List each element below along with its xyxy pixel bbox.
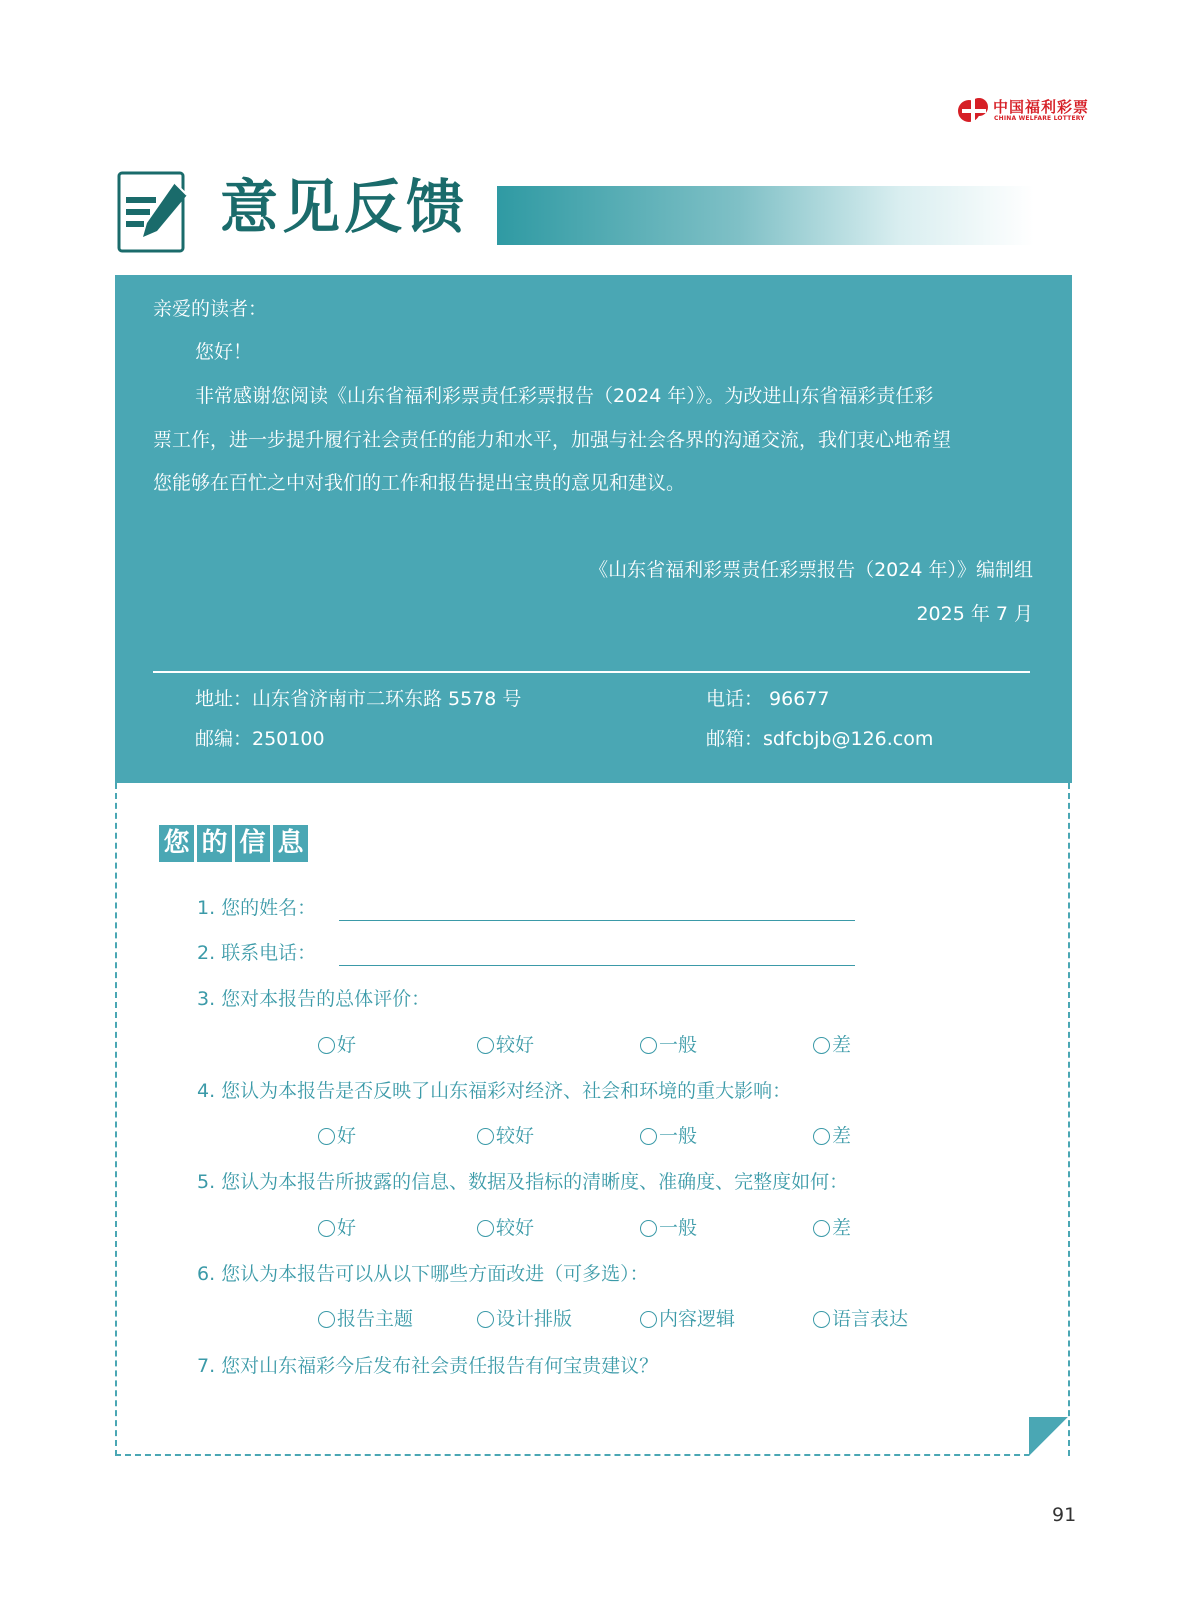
question-6-improvement: 6. 您认为本报告可以从以下哪些方面改进（可多选）： bbox=[197, 1263, 649, 1285]
radio-circle-icon bbox=[477, 1128, 494, 1145]
q4-option-poor[interactable] bbox=[813, 1127, 851, 1146]
option-label: 一般 bbox=[659, 1125, 698, 1147]
q3-option-fairly-good[interactable] bbox=[477, 1036, 534, 1055]
option-label: 内容逻辑 bbox=[659, 1308, 736, 1330]
q6-option-language[interactable] bbox=[813, 1310, 908, 1329]
section-title-your-info bbox=[159, 825, 308, 862]
radio-circle-icon bbox=[640, 1037, 657, 1054]
q5-option-average[interactable] bbox=[640, 1219, 697, 1238]
q6-option-topic[interactable] bbox=[318, 1310, 413, 1329]
option-label: 设计排版 bbox=[496, 1308, 573, 1330]
contact-email: 邮箱：sdfcbjb@126.com bbox=[706, 728, 934, 750]
option-label: 好 bbox=[337, 1125, 357, 1147]
q4-option-fairly-good[interactable] bbox=[477, 1127, 534, 1146]
option-label: 语言表达 bbox=[832, 1308, 909, 1330]
question-7-suggestions: 7. 您对山东福彩今后发布社会责任报告有何宝贵建议？ bbox=[197, 1355, 659, 1377]
option-label: 差 bbox=[832, 1125, 852, 1147]
q4-option-good[interactable] bbox=[318, 1127, 356, 1146]
q5-option-good[interactable] bbox=[318, 1219, 356, 1238]
radio-circle-icon bbox=[318, 1037, 335, 1054]
feedback-edit-icon bbox=[117, 171, 189, 255]
letter-date: 2025 年 7 月 bbox=[916, 603, 1033, 625]
radio-circle-icon bbox=[318, 1311, 335, 1328]
radio-circle-icon bbox=[813, 1037, 830, 1054]
section-title-char: 息 bbox=[273, 825, 308, 862]
contact-phone: 电话： 96677 bbox=[706, 688, 830, 710]
option-label: 一般 bbox=[659, 1217, 698, 1239]
contact-address: 地址：山东省济南市二环东路 5578 号 bbox=[195, 688, 522, 710]
letter-paragraph-line-2: 票工作，进一步提升履行社会责任的能力和水平，加强与社会各界的沟通交流，我们衷心地希望 bbox=[153, 429, 952, 451]
contact-postcode: 邮编：250100 bbox=[195, 728, 325, 750]
letter-paragraph-line-1: 非常感谢您阅读《山东省福利彩票责任彩票报告（2024 年）》。为改进山东省福彩责任彩 bbox=[195, 385, 934, 407]
page-number: 91 bbox=[1052, 1504, 1077, 1526]
logo-text-cn: 中国福利彩票 bbox=[993, 98, 1090, 116]
radio-circle-icon bbox=[477, 1037, 494, 1054]
option-label: 一般 bbox=[659, 1034, 698, 1056]
section-title-char: 您 bbox=[159, 825, 194, 862]
section-title-char: 的 bbox=[197, 825, 232, 862]
radio-circle-icon bbox=[477, 1311, 494, 1328]
radio-circle-icon bbox=[813, 1128, 830, 1145]
question-3-overall-rating: 3. 您对本报告的总体评价： bbox=[197, 988, 431, 1010]
option-label: 差 bbox=[832, 1217, 852, 1239]
radio-circle-icon bbox=[640, 1128, 657, 1145]
radio-circle-icon bbox=[813, 1311, 830, 1328]
divider bbox=[153, 671, 1030, 673]
folded-corner-icon bbox=[1029, 1417, 1068, 1456]
q3-option-average[interactable] bbox=[640, 1036, 697, 1055]
option-label: 较好 bbox=[496, 1034, 535, 1056]
option-label: 好 bbox=[337, 1034, 357, 1056]
q3-option-poor[interactable] bbox=[813, 1036, 851, 1055]
q6-option-design[interactable] bbox=[477, 1310, 572, 1329]
radio-circle-icon bbox=[318, 1128, 335, 1145]
letter-signature: 《山东省福利彩票责任彩票报告（2024 年）》编制组 bbox=[589, 559, 1033, 581]
title-gradient-bar bbox=[497, 186, 1034, 245]
option-label: 较好 bbox=[496, 1217, 535, 1239]
radio-circle-icon bbox=[318, 1220, 335, 1237]
option-label: 好 bbox=[337, 1217, 357, 1239]
option-label: 差 bbox=[832, 1034, 852, 1056]
radio-circle-icon bbox=[813, 1220, 830, 1237]
letter-paragraph-line-3: 您能够在百忙之中对我们的工作和报告提出宝贵的意见和建议。 bbox=[153, 472, 686, 494]
q6-option-logic[interactable] bbox=[640, 1310, 735, 1329]
section-title-char: 信 bbox=[235, 825, 270, 862]
option-label: 较好 bbox=[496, 1125, 535, 1147]
page-title: 意见反馈 bbox=[220, 173, 469, 241]
letter-greeting: 亲爱的读者： bbox=[153, 298, 268, 320]
question-1-name: 1. 您的姓名： bbox=[197, 897, 317, 919]
china-welfare-lottery-logo bbox=[957, 94, 1090, 130]
radio-circle-icon bbox=[640, 1220, 657, 1237]
q5-option-fairly-good[interactable] bbox=[477, 1219, 534, 1238]
q4-option-average[interactable] bbox=[640, 1127, 697, 1146]
question-2-phone: 2. 联系电话： bbox=[197, 942, 317, 964]
letter-panel bbox=[115, 275, 1072, 783]
q5-option-poor[interactable] bbox=[813, 1219, 851, 1238]
logo-text-en: CHINA WELFARE LOTTERY bbox=[994, 115, 1085, 122]
lottery-logo-icon bbox=[957, 94, 991, 128]
phone-input-line[interactable] bbox=[339, 965, 855, 966]
radio-circle-icon bbox=[477, 1220, 494, 1237]
q3-option-good[interactable] bbox=[318, 1036, 356, 1055]
question-4-impact: 4. 您认为本报告是否反映了山东福彩对经济、社会和环境的重大影响： bbox=[197, 1080, 792, 1102]
letter-hello: 您好！ bbox=[195, 341, 253, 363]
name-input-line[interactable] bbox=[339, 920, 855, 921]
option-label: 报告主题 bbox=[337, 1308, 414, 1330]
radio-circle-icon bbox=[640, 1311, 657, 1328]
question-5-clarity: 5. 您认为本报告所披露的信息、数据及指标的清晰度、准确度、完整度如何： bbox=[197, 1171, 849, 1193]
